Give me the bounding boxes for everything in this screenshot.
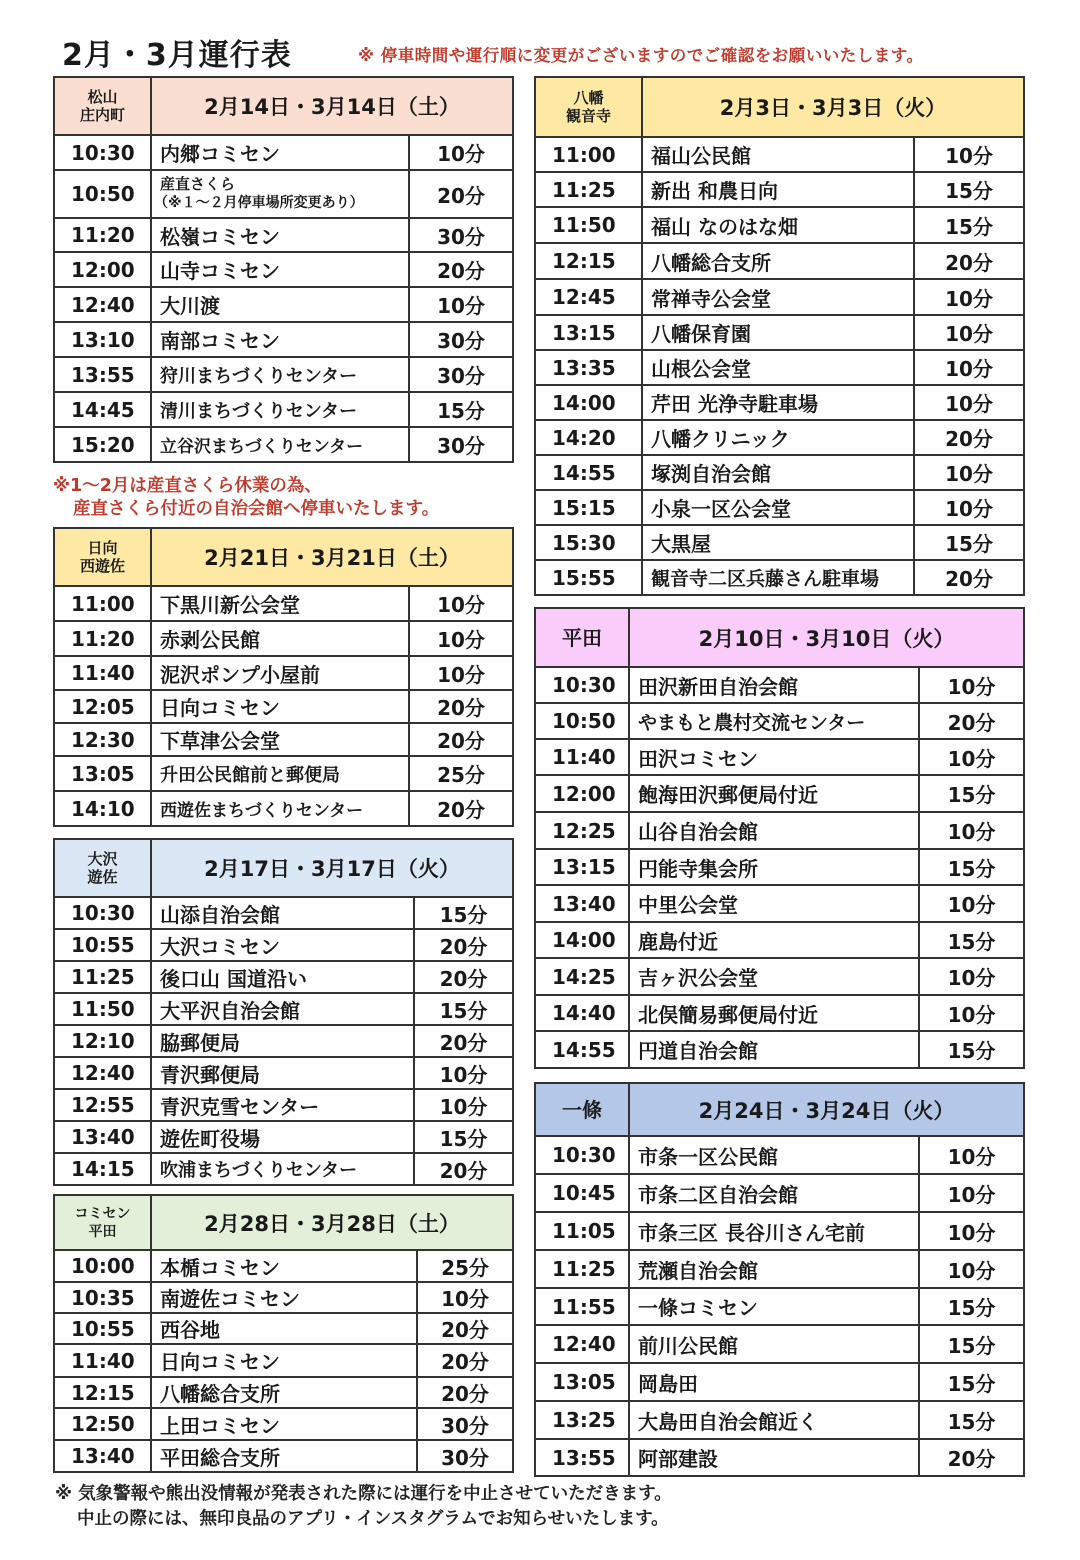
- time-cell: 12:30: [54, 723, 151, 756]
- time-cell: 14:20: [535, 420, 642, 455]
- schedule-komisen: [53, 1194, 512, 1473]
- table-row: [535, 1174, 1024, 1212]
- stop-cell: 山添自治会館: [151, 897, 414, 929]
- time-cell: 10:30: [535, 667, 629, 703]
- duration-cell: 10分: [409, 287, 513, 322]
- stop-cell: 八幡総合支所: [642, 243, 914, 279]
- time-cell: 11:50: [535, 207, 642, 243]
- schedule-matsuyama: [53, 76, 512, 463]
- stop-cell: 八幡クリニック: [642, 420, 914, 455]
- time-cell: 11:20: [54, 218, 151, 252]
- duration-cell: 10分: [409, 621, 513, 656]
- duration-cell: 20分: [414, 929, 513, 961]
- time-cell: 14:15: [54, 1153, 151, 1185]
- sakura-note: ※1～2月は産直さくら休業の為、 産直さくら付近の自治会館へ停車いたします。: [53, 476, 440, 519]
- time-cell: 10:55: [54, 929, 151, 961]
- stop-cell: 青沢克雪センター: [151, 1089, 414, 1121]
- time-cell: 13:15: [535, 315, 642, 350]
- time-cell: 12:00: [535, 775, 629, 812]
- stop-cell: 塚渕自治会館: [642, 455, 914, 490]
- table-row: [535, 1439, 1024, 1476]
- duration-cell: 20分: [914, 420, 1024, 455]
- stop-cell: 青沢郵便局: [151, 1057, 414, 1089]
- schedule-table: [534, 607, 1025, 1069]
- table-row: [535, 849, 1024, 885]
- duration-cell: 10分: [414, 1057, 513, 1089]
- duration-cell: 25分: [409, 756, 513, 791]
- stop-cell: 清川まちづくりセンター: [151, 392, 409, 427]
- time-cell: 10:30: [54, 897, 151, 929]
- table-row: [535, 775, 1024, 812]
- schedule-dates: 2月14日・3月14日（土）: [151, 77, 513, 135]
- stop-cell: 内郷コミセン: [151, 135, 409, 170]
- table-row: [535, 525, 1024, 560]
- time-cell: 10:45: [535, 1174, 629, 1212]
- stop-cell: 山根公会堂: [642, 350, 914, 385]
- schedule-yawata: [534, 76, 1023, 596]
- stop-cell: 福山 なのはな畑: [642, 207, 914, 243]
- duration-cell: 10分: [919, 958, 1024, 995]
- table-row: [535, 922, 1024, 958]
- time-cell: 13:35: [535, 350, 642, 385]
- area-label: 八幡 観音寺: [535, 77, 642, 137]
- stop-cell: 一條コミセン: [629, 1288, 919, 1325]
- duration-cell: 15分: [914, 172, 1024, 207]
- schedule-table: [53, 838, 514, 1186]
- stop-cell: 観音寺二区兵藤さん駐車場: [642, 560, 914, 595]
- duration-cell: 20分: [914, 560, 1024, 595]
- time-cell: 13:40: [54, 1440, 151, 1472]
- time-cell: 10:55: [54, 1313, 151, 1344]
- table-row: [535, 739, 1024, 775]
- duration-cell: 30分: [409, 357, 513, 392]
- table-row: [535, 350, 1024, 385]
- time-cell: 11:25: [535, 172, 642, 207]
- stop-cell: 後口山 国道沿い: [151, 961, 414, 993]
- time-cell: 11:20: [54, 621, 151, 656]
- stop-cell: 飽海田沢郵便局付近: [629, 775, 919, 812]
- duration-cell: 20分: [417, 1377, 513, 1408]
- stop-cell: 八幡保育園: [642, 315, 914, 350]
- stop-cell: 升田公民館前と郵便局: [151, 756, 409, 791]
- time-cell: 11:05: [535, 1212, 629, 1250]
- duration-cell: 10分: [919, 1174, 1024, 1212]
- stop-cell: 日向コミセン: [151, 1344, 417, 1377]
- duration-cell: 15分: [919, 1288, 1024, 1325]
- table-row: [54, 1057, 513, 1089]
- schedule-osawa: [53, 838, 512, 1186]
- time-cell: 11:50: [54, 993, 151, 1025]
- stop-cell: 芹田 光浄寺駐車場: [642, 385, 914, 420]
- table-row: [54, 723, 513, 756]
- schedule-dates: 2月28日・3月28日（土）: [151, 1195, 513, 1250]
- time-cell: 10:30: [54, 135, 151, 170]
- time-cell: 14:00: [535, 922, 629, 958]
- table-row: [535, 279, 1024, 315]
- table-row: [54, 1153, 513, 1185]
- stop-cell: 市条三区 長谷川さん宅前: [629, 1212, 919, 1250]
- stop-cell: 泥沢ポンプ小屋前: [151, 656, 409, 690]
- schedule-header: [54, 839, 513, 897]
- stop-cell: 岡島田: [629, 1363, 919, 1401]
- time-cell: 10:50: [54, 170, 151, 218]
- time-cell: 10:50: [535, 703, 629, 739]
- duration-cell: 10分: [914, 315, 1024, 350]
- schedule-header: [54, 77, 513, 135]
- stop-cell: 北俣簡易郵便局付近: [629, 995, 919, 1031]
- duration-cell: 20分: [414, 961, 513, 993]
- table-row: [54, 252, 513, 287]
- time-cell: 12:40: [54, 287, 151, 322]
- duration-cell: 20分: [409, 252, 513, 287]
- table-row: [54, 357, 513, 392]
- time-cell: 14:10: [54, 791, 151, 826]
- duration-cell: 15分: [414, 897, 513, 929]
- table-row: [535, 385, 1024, 420]
- schedule-hirata: [534, 607, 1023, 1069]
- table-row: [535, 490, 1024, 525]
- page-title: 2月・3月運行表: [62, 38, 292, 73]
- time-cell: 13:25: [535, 1401, 629, 1439]
- area-label: 平田: [535, 608, 629, 667]
- stop-cell: 円道自治会館: [629, 1031, 919, 1068]
- table-row: [535, 420, 1024, 455]
- duration-cell: 20分: [919, 1439, 1024, 1476]
- schedule-table: [534, 1082, 1025, 1477]
- stop-cell: 産直さくら （※１～２月停車場所変更あり）: [151, 170, 409, 218]
- table-row: [54, 586, 513, 621]
- duration-cell: 15分: [414, 1121, 513, 1153]
- time-cell: 12:05: [54, 690, 151, 723]
- time-cell: 14:40: [535, 995, 629, 1031]
- footer-note: ※ 気象警報や熊出没情報が発表された際には運行を中止させていただきます。 中止の際には、無印良品のアプリ・インスタグラムでお知らせいたします。: [55, 1484, 672, 1529]
- duration-cell: 10分: [417, 1282, 513, 1313]
- stop-cell: 阿部建設: [629, 1439, 919, 1476]
- duration-cell: 10分: [914, 137, 1024, 172]
- table-row: [54, 756, 513, 791]
- table-row: [535, 243, 1024, 279]
- stop-cell: 平田総合支所: [151, 1440, 417, 1472]
- area-label: 松山 庄内町: [54, 77, 151, 135]
- duration-cell: 30分: [409, 218, 513, 252]
- stop-cell: 日向コミセン: [151, 690, 409, 723]
- table-row: [54, 621, 513, 656]
- time-cell: 11:40: [54, 656, 151, 690]
- table-row: [535, 667, 1024, 703]
- duration-cell: 10分: [914, 490, 1024, 525]
- duration-cell: 15分: [914, 207, 1024, 243]
- duration-cell: 15分: [919, 1325, 1024, 1363]
- time-cell: 11:40: [54, 1344, 151, 1377]
- duration-cell: 20分: [409, 791, 513, 826]
- area-label: 大沢 遊佐: [54, 839, 151, 897]
- schedule-dates: 2月21日・3月21日（土）: [151, 528, 513, 586]
- time-cell: 10:00: [54, 1250, 151, 1282]
- duration-cell: 15分: [409, 392, 513, 427]
- stop-cell: 八幡総合支所: [151, 1377, 417, 1408]
- table-row: [535, 455, 1024, 490]
- table-row: [54, 135, 513, 170]
- stop-cell: 吉ヶ沢公会堂: [629, 958, 919, 995]
- schedule-header: [54, 1195, 513, 1250]
- time-cell: 11:00: [54, 586, 151, 621]
- time-cell: 13:15: [535, 849, 629, 885]
- stop-cell: 西谷地: [151, 1313, 417, 1344]
- table-row: [54, 392, 513, 427]
- duration-cell: 10分: [914, 350, 1024, 385]
- duration-cell: 30分: [409, 427, 513, 462]
- stop-cell: 鹿島付近: [629, 922, 919, 958]
- table-row: [54, 1025, 513, 1057]
- duration-cell: 10分: [919, 812, 1024, 849]
- duration-cell: 25分: [417, 1250, 513, 1282]
- stop-cell: 狩川まちづくりセンター: [151, 357, 409, 392]
- duration-cell: 10分: [914, 455, 1024, 490]
- stop-cell: 円能寺集会所: [629, 849, 919, 885]
- table-row: [535, 560, 1024, 595]
- table-row: [535, 137, 1024, 172]
- table-row: [54, 929, 513, 961]
- schedule-dates: 2月10日・3月10日（火）: [629, 608, 1024, 667]
- schedule-ichijo: [534, 1082, 1023, 1477]
- time-cell: 13:10: [54, 322, 151, 357]
- duration-cell: 10分: [919, 995, 1024, 1031]
- time-cell: 13:05: [535, 1363, 629, 1401]
- duration-cell: 20分: [417, 1344, 513, 1377]
- table-row: [54, 1282, 513, 1313]
- time-cell: 13:05: [54, 756, 151, 791]
- stop-cell: 大黒屋: [642, 525, 914, 560]
- table-row: [54, 961, 513, 993]
- schedule-header: [535, 608, 1024, 667]
- schedule-table: [53, 76, 514, 463]
- duration-cell: 10分: [919, 667, 1024, 703]
- time-cell: 12:15: [535, 243, 642, 279]
- stop-cell: 福山公民館: [642, 137, 914, 172]
- stop-cell: 吹浦まちづくりセンター: [151, 1153, 414, 1185]
- table-row: [535, 958, 1024, 995]
- duration-cell: 10分: [919, 1250, 1024, 1288]
- stop-cell: 前川公民館: [629, 1325, 919, 1363]
- duration-cell: 20分: [409, 690, 513, 723]
- stop-cell: 立谷沢まちづくりセンター: [151, 427, 409, 462]
- stop-cell: 常禅寺公会堂: [642, 279, 914, 315]
- stop-cell: 田沢新田自治会館: [629, 667, 919, 703]
- time-cell: 14:00: [535, 385, 642, 420]
- duration-cell: 30分: [417, 1408, 513, 1440]
- duration-cell: 10分: [409, 656, 513, 690]
- schedule-table: [53, 527, 514, 827]
- time-cell: 12:40: [535, 1325, 629, 1363]
- table-row: [54, 690, 513, 723]
- table-row: [535, 1401, 1024, 1439]
- time-cell: 14:55: [535, 1031, 629, 1068]
- time-cell: 15:20: [54, 427, 151, 462]
- duration-cell: 15分: [919, 1363, 1024, 1401]
- duration-cell: 10分: [914, 279, 1024, 315]
- duration-cell: 30分: [409, 322, 513, 357]
- duration-cell: 15分: [919, 1031, 1024, 1068]
- stop-cell: 小泉一区公会堂: [642, 490, 914, 525]
- stop-cell: 南遊佐コミセン: [151, 1282, 417, 1313]
- time-cell: 10:30: [535, 1136, 629, 1174]
- time-cell: 15:30: [535, 525, 642, 560]
- table-row: [54, 1440, 513, 1472]
- stop-cell: 本楯コミセン: [151, 1250, 417, 1282]
- schedule-dates: 2月24日・3月24日（火）: [629, 1083, 1024, 1136]
- duration-cell: 10分: [919, 1212, 1024, 1250]
- stop-cell: 上田コミセン: [151, 1408, 417, 1440]
- time-cell: 15:55: [535, 560, 642, 595]
- time-cell: 10:35: [54, 1282, 151, 1313]
- table-row: [54, 1344, 513, 1377]
- duration-cell: 20分: [914, 243, 1024, 279]
- duration-cell: 30分: [417, 1440, 513, 1472]
- time-cell: 11:25: [54, 961, 151, 993]
- duration-cell: 10分: [919, 739, 1024, 775]
- table-row: [54, 897, 513, 929]
- time-cell: 14:25: [535, 958, 629, 995]
- stop-cell: 山谷自治会館: [629, 812, 919, 849]
- stop-cell: 田沢コミセン: [629, 739, 919, 775]
- duration-cell: 20分: [417, 1313, 513, 1344]
- table-row: [535, 1325, 1024, 1363]
- stop-cell: 南部コミセン: [151, 322, 409, 357]
- schedule-table: [534, 76, 1025, 596]
- table-row: [535, 172, 1024, 207]
- stop-cell: 大沢コミセン: [151, 929, 414, 961]
- schedule-header: [535, 77, 1024, 137]
- table-row: [54, 322, 513, 357]
- time-cell: 12:45: [535, 279, 642, 315]
- duration-cell: 15分: [414, 993, 513, 1025]
- time-cell: 11:55: [535, 1288, 629, 1325]
- duration-cell: 20分: [409, 170, 513, 218]
- duration-cell: 10分: [414, 1089, 513, 1121]
- table-row: [54, 1089, 513, 1121]
- table-row: [535, 315, 1024, 350]
- duration-cell: 15分: [919, 775, 1024, 812]
- stop-cell: 大川渡: [151, 287, 409, 322]
- duration-cell: 15分: [919, 849, 1024, 885]
- stop-cell: 市条二区自治会館: [629, 1174, 919, 1212]
- stop-cell: 市条一区公民館: [629, 1136, 919, 1174]
- table-row: [54, 1313, 513, 1344]
- table-row: [535, 1031, 1024, 1068]
- duration-cell: 20分: [414, 1025, 513, 1057]
- schedule-table: [53, 1194, 514, 1473]
- table-row: [54, 287, 513, 322]
- table-row: [535, 995, 1024, 1031]
- table-row: [535, 703, 1024, 739]
- table-row: [54, 427, 513, 462]
- time-cell: 12:55: [54, 1089, 151, 1121]
- duration-cell: 20分: [919, 703, 1024, 739]
- duration-cell: 10分: [409, 135, 513, 170]
- area-label: 日向 西遊佐: [54, 528, 151, 586]
- time-cell: 12:15: [54, 1377, 151, 1408]
- time-cell: 14:45: [54, 392, 151, 427]
- schedule-dates: 2月17日・3月17日（火）: [151, 839, 513, 897]
- time-cell: 15:15: [535, 490, 642, 525]
- stop-cell: 西遊佐まちづくりセンター: [151, 791, 409, 826]
- time-cell: 13:55: [54, 357, 151, 392]
- schedule-header: [535, 1083, 1024, 1136]
- time-cell: 12:25: [535, 812, 629, 849]
- time-cell: 13:40: [54, 1121, 151, 1153]
- change-notice: ※ 停車時間や運行順に変更がございますのでご確認をお願いいたします。: [358, 46, 924, 65]
- time-cell: 13:40: [535, 885, 629, 922]
- time-cell: 12:00: [54, 252, 151, 287]
- stop-cell: 赤剥公民館: [151, 621, 409, 656]
- table-row: [535, 885, 1024, 922]
- schedule-header: [54, 528, 513, 586]
- stop-cell: 新出 和農日向: [642, 172, 914, 207]
- table-row: [535, 1250, 1024, 1288]
- table-row: [54, 656, 513, 690]
- stop-cell: 下草津公会堂: [151, 723, 409, 756]
- time-cell: 14:55: [535, 455, 642, 490]
- area-label: コミセン 平田: [54, 1195, 151, 1250]
- duration-cell: 10分: [919, 885, 1024, 922]
- time-cell: 11:40: [535, 739, 629, 775]
- table-row: [54, 1377, 513, 1408]
- duration-cell: 10分: [919, 1136, 1024, 1174]
- duration-cell: 20分: [409, 723, 513, 756]
- table-row: [535, 1363, 1024, 1401]
- schedule-hinata: [53, 527, 512, 827]
- stop-cell: 中里公会堂: [629, 885, 919, 922]
- duration-cell: 20分: [414, 1153, 513, 1185]
- duration-cell: 15分: [919, 922, 1024, 958]
- stop-cell: 松嶺コミセン: [151, 218, 409, 252]
- stop-cell: 遊佐町役場: [151, 1121, 414, 1153]
- table-row: [54, 218, 513, 252]
- table-row: [54, 791, 513, 826]
- table-row: [535, 1288, 1024, 1325]
- stop-cell: 大島田自治会館近く: [629, 1401, 919, 1439]
- time-cell: 12:10: [54, 1025, 151, 1057]
- duration-cell: 10分: [409, 586, 513, 621]
- schedule-dates: 2月3日・3月3日（火）: [642, 77, 1024, 137]
- table-row: [535, 1136, 1024, 1174]
- duration-cell: 15分: [914, 525, 1024, 560]
- duration-cell: 10分: [914, 385, 1024, 420]
- time-cell: 11:25: [535, 1250, 629, 1288]
- table-row: [535, 812, 1024, 849]
- table-row: [535, 207, 1024, 243]
- duration-cell: 15分: [919, 1401, 1024, 1439]
- area-label: 一條: [535, 1083, 629, 1136]
- stop-cell: 山寺コミセン: [151, 252, 409, 287]
- stop-cell: 脇郵便局: [151, 1025, 414, 1057]
- time-cell: 13:55: [535, 1439, 629, 1476]
- stop-cell: 荒瀬自治会館: [629, 1250, 919, 1288]
- table-row: [54, 1121, 513, 1153]
- table-row: [54, 1250, 513, 1282]
- time-cell: 12:40: [54, 1057, 151, 1089]
- time-cell: 11:00: [535, 137, 642, 172]
- table-row: [54, 1408, 513, 1440]
- stop-cell: 大平沢自治会館: [151, 993, 414, 1025]
- stop-cell: やまもと農村交流センター: [629, 703, 919, 739]
- time-cell: 12:50: [54, 1408, 151, 1440]
- stop-cell: 下黒川新公会堂: [151, 586, 409, 621]
- table-row: [54, 170, 513, 218]
- table-row: [535, 1212, 1024, 1250]
- table-row: [54, 993, 513, 1025]
